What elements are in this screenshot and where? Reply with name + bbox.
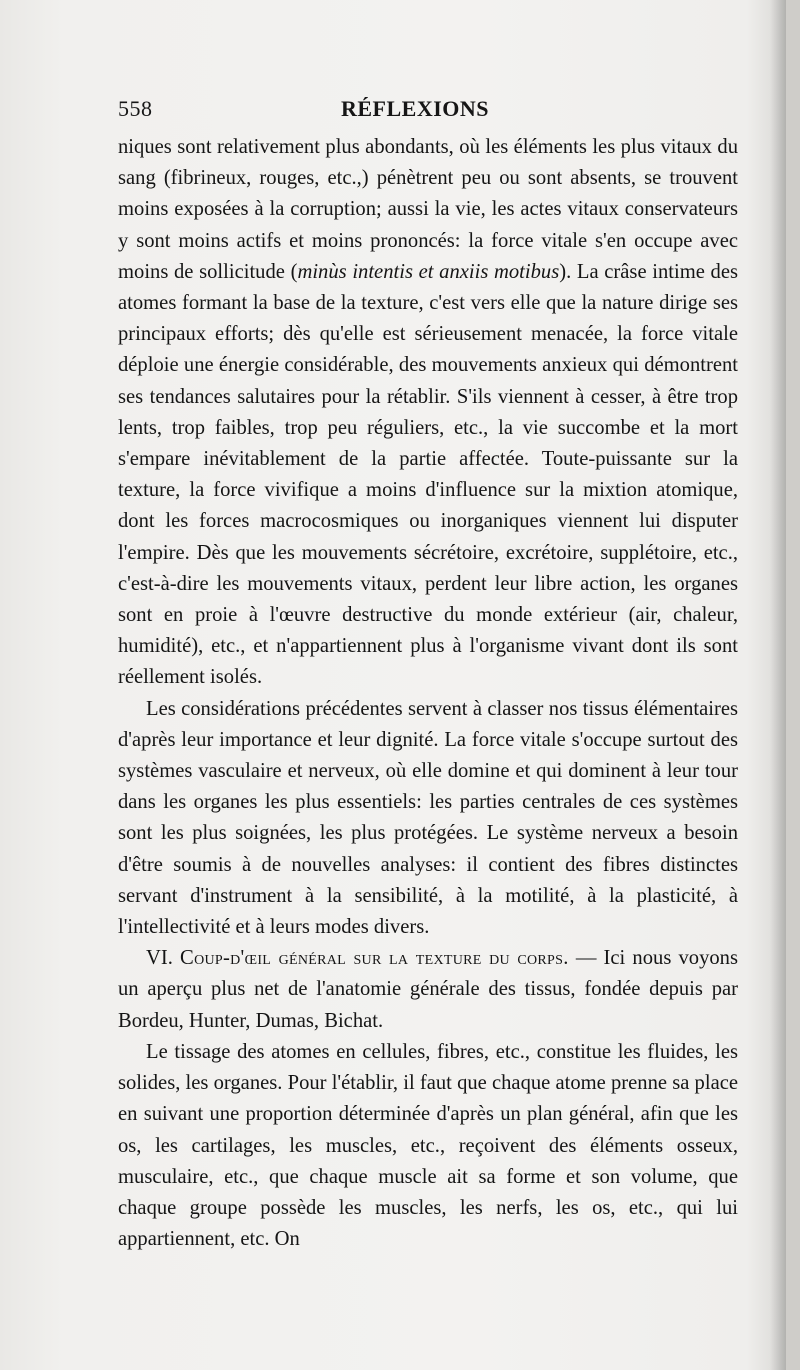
paragraph-1-rest: ). La crâse intime des atomes formant la base de la texture, c'est vers elle que la nature dirige ses principaux efforts; dès qu'elle est sérieusement menacée, la force vitale déploie une énergie considérable, des mouvements anxieux qui démontrent ses tendances salutaires pour la rétablir. S'ils viennent à cesser, à être trop lents, trop faibles, trop peu réguliers, etc., la vie succombe et la mort s'empare inévitablement de la partie affectée. Toute-puissante sur la texture, la force vivifique a moins d'influence sur la mixtion atomique, dont les forces macrocosmiques ou inorganiques viennent lui disputer l'empire. Dès que les mouvements sécrétoire, excrétoire, supplétoire, etc., c'est-à-dire les mouvements vitaux, perdent leur libre action, les organes sont en proie à l'œuvre destructive du monde extérieur (air, chaleur, humidité), etc., et n'appartiennent plus à l'organisme vivant dont ils sont réellement isolés. bbox=[118, 260, 738, 689]
page-number: 558 bbox=[118, 96, 153, 121]
latin-phrase: minùs intentis et anxiis motibus bbox=[297, 260, 560, 283]
section-numeral: VI. bbox=[146, 947, 173, 970]
running-title: RÉFLEXIONS bbox=[341, 96, 490, 121]
paragraph-3 bbox=[118, 943, 738, 1037]
paragraph-2: Les considérations précédentes servent à classer nos tissus élémentaires d'après leur importance et leur dignité. La force vitale s'occupe surtout des systèmes vasculaire et nerveux, où elle domine et qui dominent à leur tour dans les organes les plus essentiels: les parties centrales de ces systèmes sont les plus soignées, les plus protégées. Le système nerveux a besoin d'être soumis à de nouvelles analyses: il contient des fibres distinctes servant d'instrument à la sensibilité, à la motilité, à la plasticité, à l'intellectivité et à leurs modes divers. bbox=[118, 697, 738, 939]
body-text bbox=[118, 132, 738, 1255]
page-edge-shadow bbox=[770, 0, 786, 1370]
paragraph-4: Le tissage des atomes en cellules, fibres, etc., constitue les fluides, les solides, les organes. Pour l'établir, il faut que chaque atome prenne sa place en suivant une proportion déterminée d'après un plan général, afin que les os, les cartilages, les muscles, etc., reçoivent des éléments osseux, musculaire, etc., que chaque muscle ait sa forme et son volume, que chaque groupe possède les muscles, les nerfs, les os, etc., qui lui appartiennent, etc. On bbox=[118, 1040, 738, 1251]
section-heading: Coup-d'œil général sur la texture du corps. bbox=[180, 947, 569, 970]
paragraph-3-text: — Ici nous voyons un aperçu plus net de l'anatomie générale des tissus, fondée depuis par Bordeu, Hunter, Dumas, Bichat. bbox=[118, 947, 738, 1032]
running-head bbox=[118, 96, 738, 130]
paragraph-1-lead: niques sont relativement plus abondants, où les éléments les plus vitaux du sang (fibrineux, rouges, etc.,) pénètrent peu ou sont absents, se trouvent moins exposées à la corruption; aussi la vie, les actes vitaux conservateurs y sont moins actifs et moins prononcés: la force vitale s'en occupe avec moins de sollicitude ( bbox=[118, 136, 738, 283]
paragraph-1 bbox=[118, 132, 738, 694]
